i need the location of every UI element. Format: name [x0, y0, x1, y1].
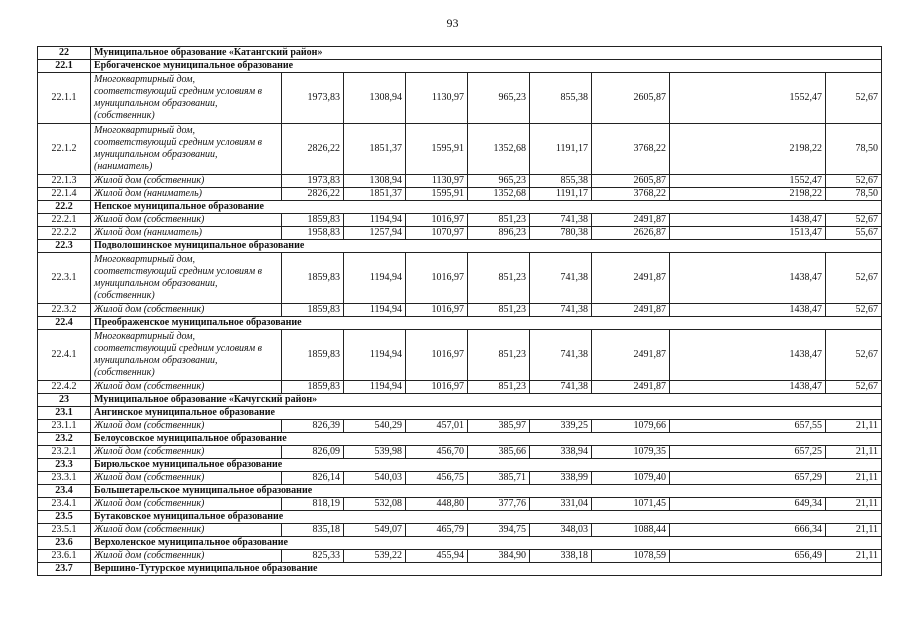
value-cell: 339,25 [530, 420, 592, 433]
row-description: Многоквартирный дом, соответствующий средним условиям в муниципальном образовании, (наниматель) [91, 124, 282, 175]
value-cell: 649,34 [670, 498, 826, 511]
value-cell: 348,03 [530, 524, 592, 537]
value-cell: 851,23 [468, 253, 530, 304]
value-cell: 465,79 [406, 524, 468, 537]
value-cell: 385,97 [468, 420, 530, 433]
section-row [38, 201, 882, 214]
value-cell: 448,80 [406, 498, 468, 511]
value-cell: 1308,94 [344, 175, 406, 188]
value-cell: 1191,17 [530, 188, 592, 201]
row-description: Жилой дом (собственник) [91, 550, 282, 563]
row-number: 22.2.1 [38, 214, 91, 227]
table-row [38, 214, 882, 227]
value-cell: 52,67 [826, 253, 882, 304]
value-cell: 1016,97 [406, 304, 468, 317]
value-cell: 21,11 [826, 524, 882, 537]
value-cell: 540,29 [344, 420, 406, 433]
value-cell: 2605,87 [592, 175, 670, 188]
value-cell: 1308,94 [344, 73, 406, 124]
value-cell: 1595,91 [406, 188, 468, 201]
row-number: 23.3.1 [38, 472, 91, 485]
value-cell: 539,98 [344, 446, 406, 459]
value-cell: 657,29 [670, 472, 826, 485]
value-cell: 3768,22 [592, 188, 670, 201]
value-cell: 1438,47 [670, 304, 826, 317]
value-cell: 1079,66 [592, 420, 670, 433]
row-description: Жилой дом (наниматель) [91, 227, 282, 240]
value-cell: 851,23 [468, 330, 530, 381]
row-number: 22.3.1 [38, 253, 91, 304]
value-cell: 741,38 [530, 330, 592, 381]
value-cell: 780,38 [530, 227, 592, 240]
section-number: 23.7 [38, 563, 91, 576]
value-cell: 457,01 [406, 420, 468, 433]
value-cell: 1851,37 [344, 188, 406, 201]
value-cell: 549,07 [344, 524, 406, 537]
value-cell: 1552,47 [670, 175, 826, 188]
value-cell: 21,11 [826, 472, 882, 485]
section-row [38, 511, 882, 524]
value-cell: 21,11 [826, 420, 882, 433]
section-number: 23.4 [38, 485, 91, 498]
value-cell: 826,39 [282, 420, 344, 433]
value-cell: 1079,40 [592, 472, 670, 485]
value-cell: 1438,47 [670, 381, 826, 394]
value-cell: 1438,47 [670, 330, 826, 381]
table-row [38, 524, 882, 537]
value-cell: 1352,68 [468, 188, 530, 201]
value-cell: 78,50 [826, 124, 882, 175]
value-cell: 2491,87 [592, 214, 670, 227]
value-cell: 385,66 [468, 446, 530, 459]
row-number: 22.4.1 [38, 330, 91, 381]
row-number: 22.2.2 [38, 227, 91, 240]
value-cell: 1016,97 [406, 253, 468, 304]
row-description: Жилой дом (наниматель) [91, 188, 282, 201]
value-cell: 825,33 [282, 550, 344, 563]
row-number: 23.1.1 [38, 420, 91, 433]
value-cell: 1859,83 [282, 330, 344, 381]
value-cell: 1973,83 [282, 175, 344, 188]
row-description: Многоквартирный дом, соответствующий средним условиям в муниципальном образовании, (собственник) [91, 253, 282, 304]
value-cell: 1016,97 [406, 381, 468, 394]
section-row [38, 394, 882, 407]
value-cell: 1973,83 [282, 73, 344, 124]
value-cell: 456,75 [406, 472, 468, 485]
value-cell: 2198,22 [670, 188, 826, 201]
value-cell: 826,09 [282, 446, 344, 459]
section-title: Муниципальное образование «Катангский район» [91, 47, 882, 60]
row-number: 23.2.1 [38, 446, 91, 459]
value-cell: 1438,47 [670, 214, 826, 227]
value-cell: 1194,94 [344, 381, 406, 394]
value-cell: 1552,47 [670, 73, 826, 124]
value-cell: 338,99 [530, 472, 592, 485]
value-cell: 965,23 [468, 73, 530, 124]
value-cell: 1859,83 [282, 381, 344, 394]
section-number: 22.1 [38, 60, 91, 73]
value-cell: 52,67 [826, 304, 882, 317]
section-number: 23.1 [38, 407, 91, 420]
row-number: 22.4.2 [38, 381, 91, 394]
table-row [38, 381, 882, 394]
section-title: Большетарельское муниципальное образование [91, 485, 882, 498]
row-number: 23.6.1 [38, 550, 91, 563]
value-cell: 896,23 [468, 227, 530, 240]
section-row [38, 240, 882, 253]
value-cell: 21,11 [826, 498, 882, 511]
section-row [38, 485, 882, 498]
value-cell: 338,94 [530, 446, 592, 459]
value-cell: 656,49 [670, 550, 826, 563]
value-cell: 965,23 [468, 175, 530, 188]
table-row [38, 330, 882, 381]
row-description: Жилой дом (собственник) [91, 175, 282, 188]
value-cell: 540,03 [344, 472, 406, 485]
table-row [38, 550, 882, 563]
value-cell: 1079,35 [592, 446, 670, 459]
value-cell: 1130,97 [406, 73, 468, 124]
value-cell: 1513,47 [670, 227, 826, 240]
value-cell: 1070,97 [406, 227, 468, 240]
table-row [38, 472, 882, 485]
value-cell: 741,38 [530, 381, 592, 394]
row-description: Жилой дом (собственник) [91, 420, 282, 433]
row-description: Жилой дом (собственник) [91, 214, 282, 227]
row-description: Многоквартирный дом, соответствующий средним условиям в муниципальном образовании, (собственник) [91, 330, 282, 381]
value-cell: 1194,94 [344, 253, 406, 304]
value-cell: 1191,17 [530, 124, 592, 175]
row-description: Жилой дом (собственник) [91, 524, 282, 537]
value-cell: 52,67 [826, 381, 882, 394]
value-cell: 1194,94 [344, 330, 406, 381]
section-title: Ербогаченское муниципальное образование [91, 60, 882, 73]
value-cell: 835,18 [282, 524, 344, 537]
value-cell: 1071,45 [592, 498, 670, 511]
section-row [38, 47, 882, 60]
row-number: 23.5.1 [38, 524, 91, 537]
section-title: Преображенское муниципальное образование [91, 317, 882, 330]
value-cell: 21,11 [826, 446, 882, 459]
value-cell: 539,22 [344, 550, 406, 563]
section-title: Непское муниципальное образование [91, 201, 882, 214]
value-cell: 2491,87 [592, 330, 670, 381]
section-title: Бутаковское муниципальное образование [91, 511, 882, 524]
value-cell: 2491,87 [592, 253, 670, 304]
row-number: 22.1.1 [38, 73, 91, 124]
row-description: Жилой дом (собственник) [91, 446, 282, 459]
section-row [38, 537, 882, 550]
value-cell: 1016,97 [406, 214, 468, 227]
value-cell: 851,23 [468, 304, 530, 317]
value-cell: 666,34 [670, 524, 826, 537]
section-number: 22.4 [38, 317, 91, 330]
section-row [38, 563, 882, 576]
row-description: Жилой дом (собственник) [91, 381, 282, 394]
table-row [38, 175, 882, 188]
value-cell: 52,67 [826, 73, 882, 124]
section-row [38, 433, 882, 446]
table-row [38, 124, 882, 175]
table-row [38, 304, 882, 317]
value-cell: 331,04 [530, 498, 592, 511]
section-title: Подволошинское муниципальное образование [91, 240, 882, 253]
section-row [38, 60, 882, 73]
section-title: Верхоленское муниципальное образование [91, 537, 882, 550]
value-cell: 1257,94 [344, 227, 406, 240]
section-row [38, 459, 882, 472]
value-cell: 1078,59 [592, 550, 670, 563]
value-cell: 394,75 [468, 524, 530, 537]
section-number: 23.3 [38, 459, 91, 472]
value-cell: 3768,22 [592, 124, 670, 175]
section-row [38, 407, 882, 420]
value-cell: 377,76 [468, 498, 530, 511]
section-number: 23.2 [38, 433, 91, 446]
table-row [38, 446, 882, 459]
row-number: 22.3.2 [38, 304, 91, 317]
value-cell: 657,55 [670, 420, 826, 433]
value-cell: 741,38 [530, 214, 592, 227]
value-cell: 2198,22 [670, 124, 826, 175]
value-cell: 1595,91 [406, 124, 468, 175]
value-cell: 385,71 [468, 472, 530, 485]
section-number: 22.3 [38, 240, 91, 253]
value-cell: 338,18 [530, 550, 592, 563]
value-cell: 741,38 [530, 304, 592, 317]
value-cell: 52,67 [826, 175, 882, 188]
row-description: Жилой дом (собственник) [91, 304, 282, 317]
table-row [38, 227, 882, 240]
value-cell: 21,11 [826, 550, 882, 563]
value-cell: 1958,83 [282, 227, 344, 240]
section-title: Белоусовское муниципальное образование [91, 433, 882, 446]
section-title: Вершино-Тутурское муниципальное образование [91, 563, 882, 576]
value-cell: 855,38 [530, 73, 592, 124]
table-row [38, 498, 882, 511]
value-cell: 1194,94 [344, 214, 406, 227]
value-cell: 456,70 [406, 446, 468, 459]
table-row [38, 188, 882, 201]
value-cell: 2826,22 [282, 188, 344, 201]
value-cell: 1859,83 [282, 214, 344, 227]
value-cell: 2826,22 [282, 124, 344, 175]
row-description: Жилой дом (собственник) [91, 472, 282, 485]
value-cell: 2491,87 [592, 381, 670, 394]
row-description: Многоквартирный дом, соответствующий средним условиям в муниципальном образовании, (собственник) [91, 73, 282, 124]
value-cell: 2605,87 [592, 73, 670, 124]
section-title: Бирюльское муниципальное образование [91, 459, 882, 472]
value-cell: 1088,44 [592, 524, 670, 537]
page-number: 93 [446, 16, 459, 30]
value-cell: 1016,97 [406, 330, 468, 381]
table-row [38, 73, 882, 124]
value-cell: 52,67 [826, 214, 882, 227]
section-title: Ангинское муниципальное образование [91, 407, 882, 420]
value-cell: 1859,83 [282, 304, 344, 317]
value-cell: 1859,83 [282, 253, 344, 304]
value-cell: 1130,97 [406, 175, 468, 188]
value-cell: 78,50 [826, 188, 882, 201]
section-title: Муниципальное образование «Качугский район» [91, 394, 882, 407]
section-number: 23.6 [38, 537, 91, 550]
value-cell: 851,23 [468, 381, 530, 394]
value-cell: 455,94 [406, 550, 468, 563]
value-cell: 2491,87 [592, 304, 670, 317]
tariff-table [37, 46, 882, 576]
value-cell: 818,19 [282, 498, 344, 511]
value-cell: 1438,47 [670, 253, 826, 304]
row-number: 22.1.2 [38, 124, 91, 175]
row-number: 22.1.4 [38, 188, 91, 201]
row-number: 22.1.3 [38, 175, 91, 188]
row-number: 23.4.1 [38, 498, 91, 511]
section-number: 22.2 [38, 201, 91, 214]
section-number: 23 [38, 394, 91, 407]
value-cell: 52,67 [826, 330, 882, 381]
value-cell: 855,38 [530, 175, 592, 188]
table-row [38, 420, 882, 433]
value-cell: 851,23 [468, 214, 530, 227]
value-cell: 1194,94 [344, 304, 406, 317]
row-description: Жилой дом (собственник) [91, 498, 282, 511]
value-cell: 1352,68 [468, 124, 530, 175]
value-cell: 532,08 [344, 498, 406, 511]
value-cell: 741,38 [530, 253, 592, 304]
value-cell: 2626,87 [592, 227, 670, 240]
section-row [38, 317, 882, 330]
section-number: 23.5 [38, 511, 91, 524]
table-row [38, 253, 882, 304]
value-cell: 1851,37 [344, 124, 406, 175]
value-cell: 826,14 [282, 472, 344, 485]
section-number: 22 [38, 47, 91, 60]
value-cell: 657,25 [670, 446, 826, 459]
value-cell: 55,67 [826, 227, 882, 240]
value-cell: 384,90 [468, 550, 530, 563]
